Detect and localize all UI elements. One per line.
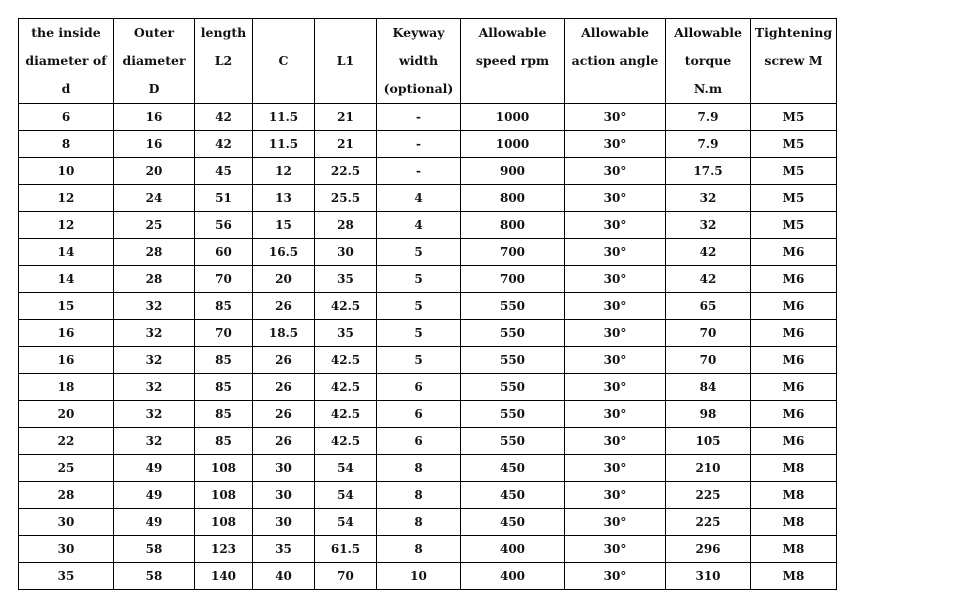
table-cell: M5 [751,185,837,212]
table-row [19,212,837,239]
column-header [565,19,666,104]
table-cell: 61.5 [315,536,377,563]
table-row [19,158,837,185]
table-cell: 550 [461,401,565,428]
table-cell: 4 [377,212,461,239]
table-cell: 70 [195,266,253,293]
table-row [19,563,837,590]
table-cell: 51 [195,185,253,212]
table-cell: 12 [253,158,315,185]
table-body [19,104,837,590]
table-cell: 32 [114,401,195,428]
table-cell: - [377,158,461,185]
table-row [19,401,837,428]
table-cell: 30° [565,320,666,347]
table-cell: 26 [253,293,315,320]
table-cell: 30° [565,509,666,536]
table-cell: 24 [114,185,195,212]
table-row [19,131,837,158]
table-cell: 296 [666,536,751,563]
table-cell: M6 [751,293,837,320]
table-cell: 70 [195,320,253,347]
column-header-line: Outer [133,25,175,40]
table-cell: 26 [253,428,315,455]
table-cell: 30° [565,185,666,212]
table-cell: 105 [666,428,751,455]
table-cell: 5 [377,293,461,320]
column-header-line: length [200,25,247,40]
table-cell: 6 [19,104,114,131]
table-cell: 70 [315,563,377,590]
column-header-line: Allowable [478,25,547,40]
table-cell: 12 [19,185,114,212]
table-cell: 30° [565,239,666,266]
column-header-line [253,19,314,47]
table-cell: 30° [565,482,666,509]
table-cell: 65 [666,293,751,320]
table-cell: 26 [253,347,315,374]
column-header-line [751,75,836,103]
table-cell: 12 [19,212,114,239]
table-cell: M8 [751,482,837,509]
table-cell: 54 [315,509,377,536]
table-cell: 54 [315,482,377,509]
table-row [19,104,837,131]
table-cell: 45 [195,158,253,185]
column-header-line [461,75,564,103]
table-cell: 15 [253,212,315,239]
column-header [751,19,837,104]
column-header [114,19,195,104]
table-cell: 32 [114,428,195,455]
table-cell: 35 [315,266,377,293]
table-cell: 17.5 [666,158,751,185]
table-cell: 800 [461,185,565,212]
table-cell: 450 [461,455,565,482]
column-header-line [253,75,314,103]
table-cell: 14 [19,239,114,266]
table-cell: 108 [195,482,253,509]
table-cell: M8 [751,455,837,482]
table-cell: 30 [253,455,315,482]
column-header-line: (optional) [383,81,454,96]
table-cell: 225 [666,482,751,509]
table-cell: 20 [114,158,195,185]
table-cell: 84 [666,374,751,401]
table-cell: 8 [377,482,461,509]
table-cell: 70 [666,347,751,374]
column-header-line: width [398,53,439,68]
table-cell: 16 [19,320,114,347]
table-cell: 98 [666,401,751,428]
column-header [315,19,377,104]
table-cell: 1000 [461,104,565,131]
table-cell: M5 [751,212,837,239]
table-cell: 35 [19,563,114,590]
table-cell: 18 [19,374,114,401]
column-header-line: N.m [693,81,723,96]
table-cell: 26 [253,401,315,428]
table-cell: 140 [195,563,253,590]
table-cell: 70 [666,320,751,347]
table-cell: 42 [666,266,751,293]
column-header-line [195,75,252,103]
table-row [19,374,837,401]
table-cell: 25 [19,455,114,482]
table-cell: 42 [666,239,751,266]
table-cell: 7.9 [666,131,751,158]
table-cell: 11.5 [253,131,315,158]
table-cell: 32 [666,212,751,239]
table-cell: 400 [461,536,565,563]
table-cell: 32 [114,374,195,401]
table-cell: 30° [565,374,666,401]
table-cell: M5 [751,131,837,158]
column-header-line: speed rpm [475,53,550,68]
column-header-line [315,19,376,47]
table-cell: 32 [114,293,195,320]
table-cell: M6 [751,320,837,347]
table-cell: 49 [114,455,195,482]
table-cell: 16.5 [253,239,315,266]
table-cell: 16 [114,104,195,131]
table-cell: 550 [461,428,565,455]
table-cell: 30° [565,158,666,185]
table-cell: 7.9 [666,104,751,131]
table-cell: 30 [253,509,315,536]
table-cell: 42.5 [315,293,377,320]
table-cell: 30° [565,212,666,239]
table-cell: 30° [565,401,666,428]
table-cell: 54 [315,455,377,482]
table-cell: 58 [114,563,195,590]
table-row [19,509,837,536]
table-cell: 10 [377,563,461,590]
table-cell: 21 [315,131,377,158]
table-cell: 108 [195,509,253,536]
table-cell: 1000 [461,131,565,158]
table-cell: M8 [751,509,837,536]
table-cell: 85 [195,428,253,455]
table-row [19,347,837,374]
column-header-line: Tightening [754,25,833,40]
table-cell: 16 [19,347,114,374]
table-cell: 6 [377,374,461,401]
table-cell: 30° [565,347,666,374]
table-row [19,320,837,347]
table-cell: 28 [114,266,195,293]
table-cell: 85 [195,374,253,401]
table-cell: 30° [565,455,666,482]
table-cell: 20 [253,266,315,293]
table-cell: 25.5 [315,185,377,212]
table-cell: 900 [461,158,565,185]
table-cell: 450 [461,509,565,536]
table-cell: M8 [751,563,837,590]
table-cell: 5 [377,320,461,347]
table-cell: M5 [751,158,837,185]
table-cell: 49 [114,482,195,509]
table-cell: 49 [114,509,195,536]
table-cell: 11.5 [253,104,315,131]
table-cell: 42.5 [315,428,377,455]
table-cell: 4 [377,185,461,212]
table-cell: M6 [751,374,837,401]
table-cell: 32 [114,320,195,347]
table-cell: 13 [253,185,315,212]
table-cell: 32 [666,185,751,212]
table-cell: 8 [19,131,114,158]
table-cell: 310 [666,563,751,590]
column-header-line: L2 [214,53,233,68]
table-cell: M6 [751,428,837,455]
table-cell: 550 [461,293,565,320]
table-cell: M6 [751,266,837,293]
table-cell: 25 [114,212,195,239]
table-cell: 30° [565,563,666,590]
table-cell: 5 [377,347,461,374]
table-row [19,455,837,482]
table-cell: 30° [565,428,666,455]
table-cell: 8 [377,536,461,563]
table-cell: 700 [461,239,565,266]
column-header-line: D [148,81,160,96]
table-cell: M8 [751,536,837,563]
table-cell: 800 [461,212,565,239]
specification-table [18,18,837,590]
table-cell: M5 [751,104,837,131]
table-cell: 22.5 [315,158,377,185]
table-row [19,266,837,293]
table-cell: 700 [461,266,565,293]
column-header-line: C [278,53,289,68]
table-cell: 30 [253,482,315,509]
table-cell: 85 [195,401,253,428]
table-cell: 42 [195,131,253,158]
table-cell: 108 [195,455,253,482]
table-cell: M6 [751,239,837,266]
table-cell: 400 [461,563,565,590]
table-cell: 30° [565,536,666,563]
table-row [19,239,837,266]
column-header-line: diameter [122,53,186,68]
table-cell: 85 [195,347,253,374]
column-header [195,19,253,104]
table-cell: 35 [253,536,315,563]
column-header-line: torque [684,53,732,68]
table-row [19,482,837,509]
table-cell: 8 [377,455,461,482]
table-cell: 60 [195,239,253,266]
column-header [377,19,461,104]
column-header-line [315,75,376,103]
table-cell: 32 [114,347,195,374]
table-cell: 16 [114,131,195,158]
table-cell: 30° [565,104,666,131]
column-header [253,19,315,104]
table-cell: 42.5 [315,347,377,374]
table-cell: 40 [253,563,315,590]
table-cell: M6 [751,347,837,374]
column-header-line: action angle [571,53,659,68]
table-row [19,428,837,455]
column-header-line: diameter of [25,53,107,68]
column-header-line: screw M [764,53,823,68]
table-cell: 30 [315,239,377,266]
table-cell: 30° [565,293,666,320]
table-cell: 6 [377,428,461,455]
table-cell: 5 [377,239,461,266]
table-cell: 225 [666,509,751,536]
table-cell: 14 [19,266,114,293]
table-row [19,293,837,320]
table-cell: 28 [114,239,195,266]
table-cell: 35 [315,320,377,347]
table-cell: 8 [377,509,461,536]
column-header-line: Allowable [674,25,742,40]
column-header-line: Keyway [392,25,445,40]
table-cell: - [377,131,461,158]
table-cell: 85 [195,293,253,320]
table-cell: 26 [253,374,315,401]
table-cell: 550 [461,347,565,374]
table-row [19,536,837,563]
table-cell: 550 [461,374,565,401]
table-cell: 20 [19,401,114,428]
table-cell: 5 [377,266,461,293]
table-cell: - [377,104,461,131]
column-header-line [565,75,665,103]
table-cell: 42.5 [315,374,377,401]
table-cell: 123 [195,536,253,563]
column-header-line: Allowable [581,25,649,40]
table-cell: 58 [114,536,195,563]
table-cell: 450 [461,482,565,509]
table-cell: 21 [315,104,377,131]
table-cell: 10 [19,158,114,185]
table-row [19,185,837,212]
column-header-line: the inside [31,25,101,40]
table-cell: 30 [19,509,114,536]
table-cell: 30° [565,131,666,158]
table-cell: 42 [195,104,253,131]
table-cell: 6 [377,401,461,428]
column-header [666,19,751,104]
table-cell: 15 [19,293,114,320]
table-cell: 22 [19,428,114,455]
column-header [19,19,114,104]
table-cell: 28 [19,482,114,509]
header-row [19,19,837,104]
table-cell: M6 [751,401,837,428]
table-cell: 18.5 [253,320,315,347]
table-cell: 28 [315,212,377,239]
table-cell: 550 [461,320,565,347]
table-cell: 210 [666,455,751,482]
table-cell: 30° [565,266,666,293]
table-cell: 56 [195,212,253,239]
table-cell: 42.5 [315,401,377,428]
column-header [461,19,565,104]
column-header-line: d [61,81,71,96]
column-header-line: L1 [336,53,355,68]
table-cell: 30 [19,536,114,563]
